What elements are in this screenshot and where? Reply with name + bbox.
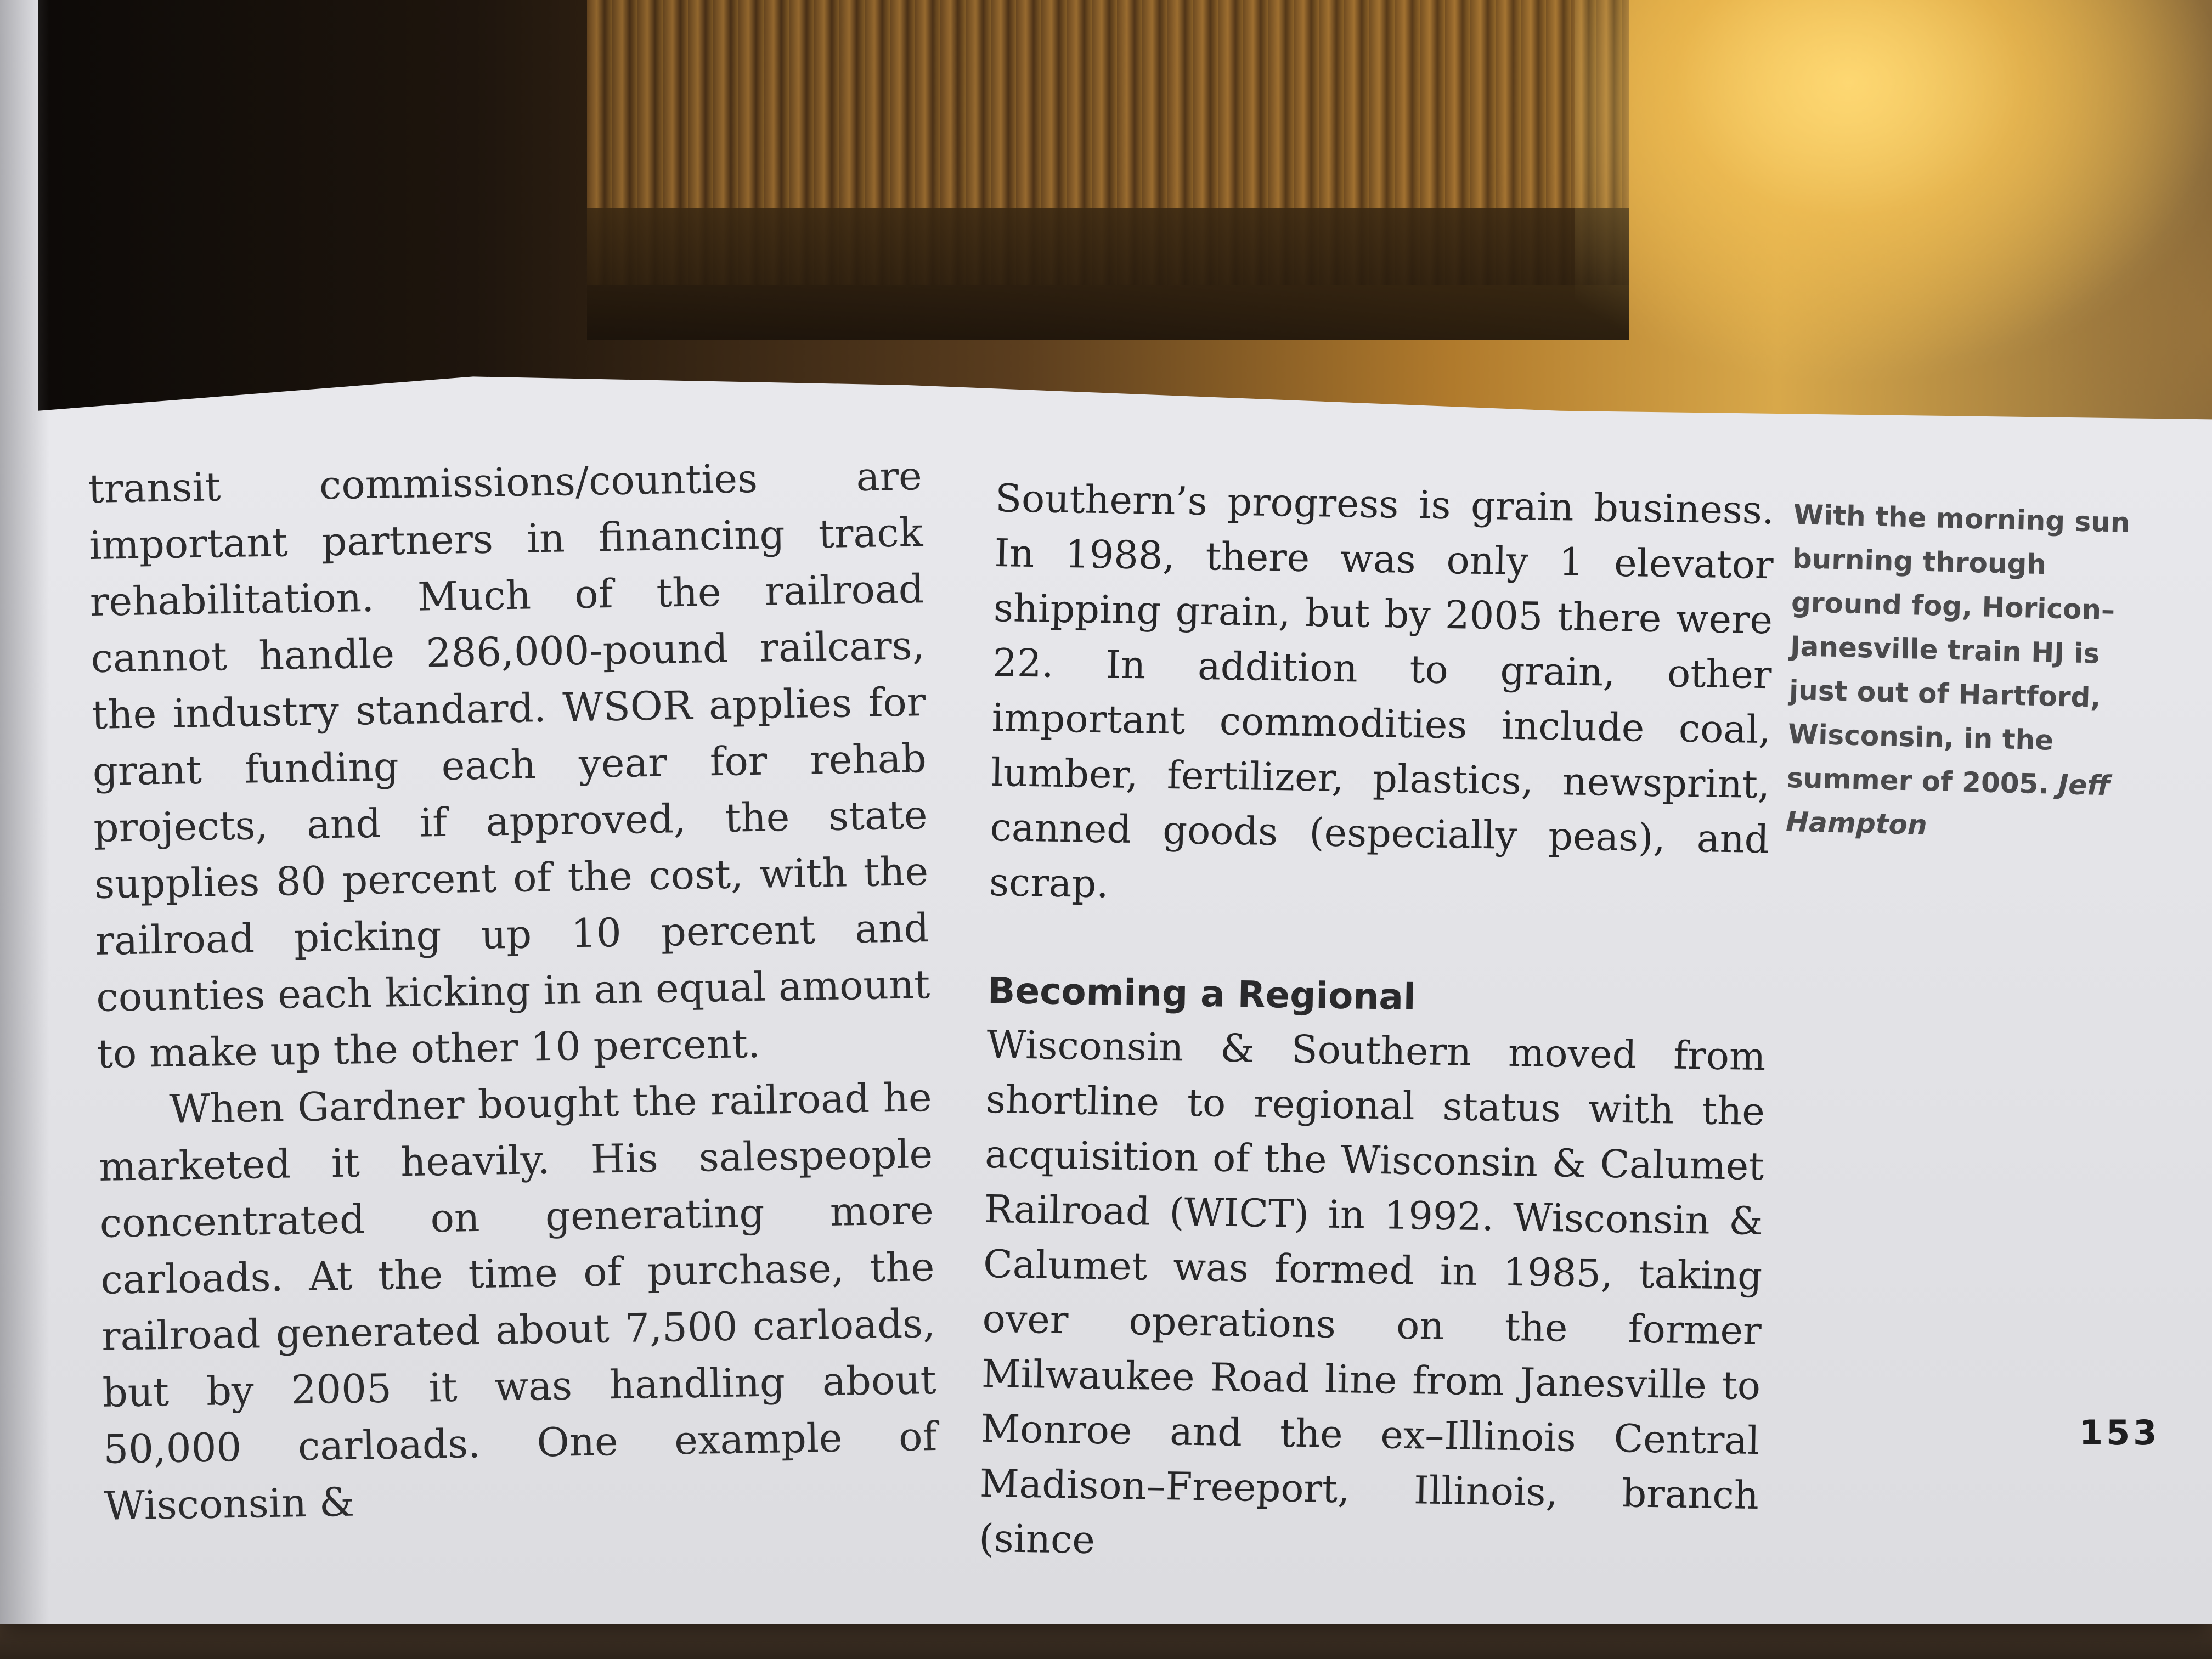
body-paragraph: When Gardner bought the railroad he marketed it heavily. His salespeople concentrated on generating more carloads. At the time of purchase, the railroad generated about 7,500 carloads, but by 2005 it was handling about 50,000 carloads. One example of Wisconsin & bbox=[98, 1074, 938, 1529]
middle-text-column bbox=[979, 471, 1775, 1578]
left-text-column bbox=[88, 448, 939, 1534]
photo-credit: Jeff Hampton bbox=[1785, 768, 2111, 842]
body-paragraph: Wisconsin & Southern moved from shortline to regional status with the acquisition of the Wisconsin & Calumet Railroad (WICT) in 1992. Wisconsin & Calumet was formed in 1985, taking over operations on the former Milwaukee Road line from Janesville to Monroe and the ex–Illinois Central Madison–Freeport, Illinois, branch (since bbox=[978, 1022, 1767, 1563]
photo-caption bbox=[1785, 493, 2134, 852]
spine-shadow bbox=[0, 0, 49, 1624]
caption-text: With the morning sun burning through ground fog, Horicon–Janesville train HJ is just out of Hartford, Wisconsin, in the summer of 2005. bbox=[1786, 498, 2131, 800]
section-heading: Becoming a Regional bbox=[987, 969, 1417, 1019]
page-number: 153 bbox=[2079, 1413, 2160, 1453]
body-paragraph: transit commissions/counties are important partners in financing track rehabilitation. Much of the railroad cannot handle 286,000-pound railcars, the industry standard. WSOR applies for grant funding each year for rehab projects, and if approved, the state supplies 80 percent of the cost, with the railroad picking up 10 percent and counties each kicking in an equal amount to make up the other 10 percent. bbox=[88, 453, 930, 1077]
train-photograph bbox=[38, 0, 2212, 428]
sun-glow-image bbox=[1575, 0, 2212, 428]
body-paragraph: Southern’s progress is grain business. In 1988, there was only 1 elevator shipping grain, but by 2005 there were 22. In addition to grain, other important commodities include coal, lumber, fertilizer, plastics, newsprint, canned goods (especially peas), and scrap. bbox=[989, 475, 1775, 907]
train-underframe-image bbox=[587, 208, 1629, 340]
